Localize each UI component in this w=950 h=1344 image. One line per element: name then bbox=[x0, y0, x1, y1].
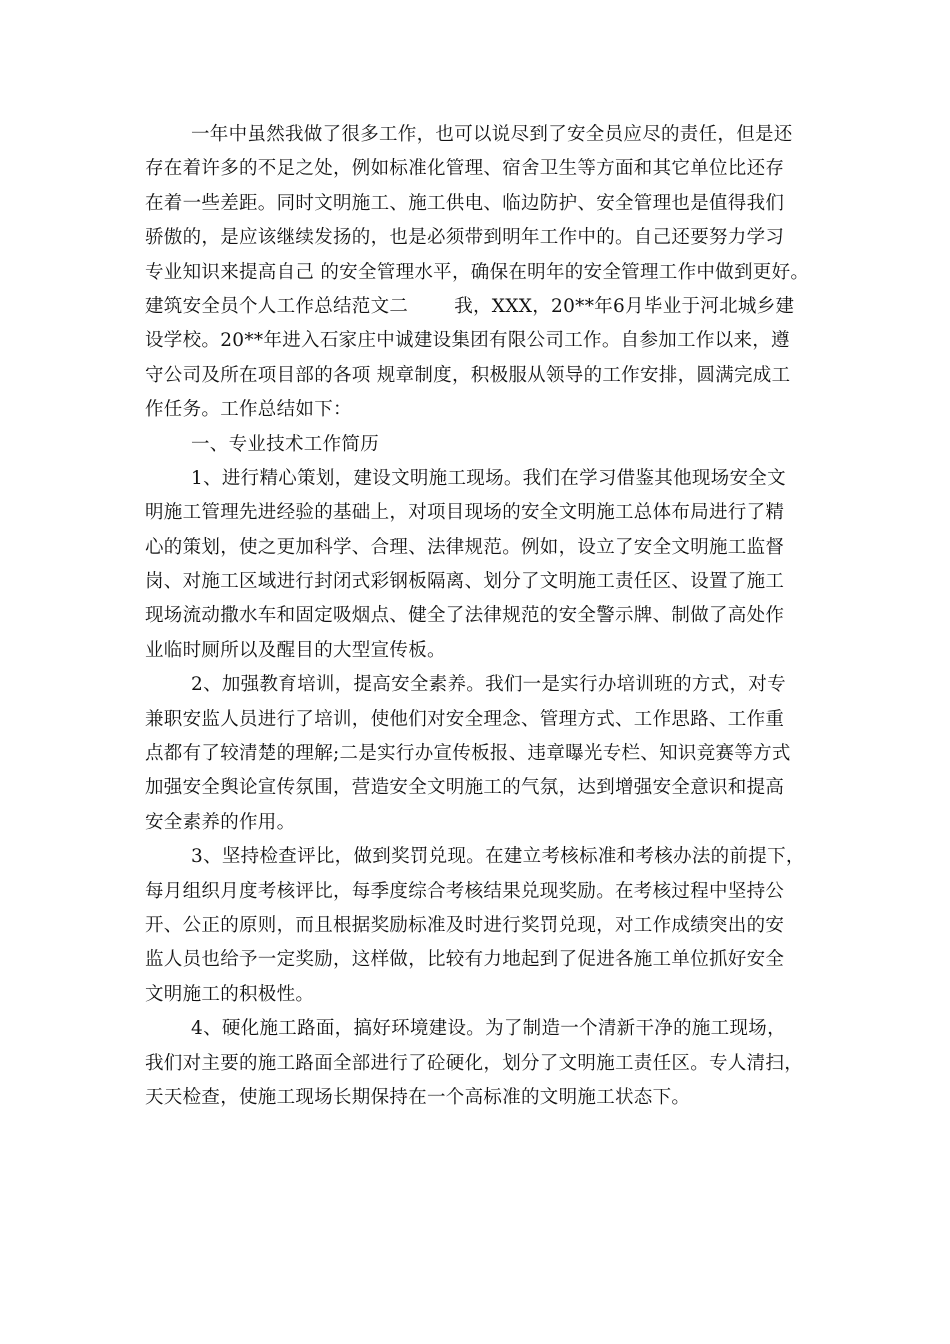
paragraph-line: 4、硬化施工路面，搞好环境建设。为了制造一个清新干净的施工现场， bbox=[191, 1018, 786, 1040]
document-body bbox=[145, 118, 845, 1115]
paragraph-line: 加强安全舆论宣传氛围，营造安全文明施工的气氛，达到增强安全意识和提高 bbox=[145, 777, 785, 799]
paragraph-line: 骄傲的，是应该继续发扬的，也是必须带到明年工作中的。自己还要努力学习 bbox=[145, 227, 785, 249]
document-title-line bbox=[145, 290, 845, 324]
paragraph-line: 设学校。20**年进入石家庄中诚建设集团有限公司工作。自参加工作以来，遵 bbox=[145, 330, 790, 352]
paragraph-line: 业临时厕所以及醒目的大型宣传板。 bbox=[145, 639, 446, 661]
paragraph-line: 岗、对施工区域进行封闭式彩钢板隔离、划分了文明施工责任区、设置了施工 bbox=[145, 571, 785, 593]
paragraph-line: 开、公正的原则，而且根据奖励标准及时进行奖罚兑现，对工作成绩突出的安 bbox=[145, 914, 785, 936]
paragraph-line: 安全素养的作用。 bbox=[145, 811, 296, 833]
paragraph-line: 现场流动撒水车和固定吸烟点、健全了法律规范的安全警示牌、制做了高处作 bbox=[145, 605, 785, 627]
paragraph-line: 2、加强教育培训，提高安全素养。我们一是实行办培训班的方式，对专 bbox=[191, 674, 786, 696]
paragraph-line: 监人员也给予一定奖励，这样做，比较有力地起到了促进各施工单位抓好安全 bbox=[145, 949, 785, 971]
paragraph-line: 每月组织月度考核评比，每季度综合考核结果兑现奖励。在考核过程中坚持公 bbox=[145, 880, 785, 902]
paragraph-line: 明施工管理先进经验的基础上，对项目现场的安全文明施工总体布局进行了精 bbox=[145, 502, 785, 524]
paragraph-line: 在着一些差距。同时文明施工、施工供电、临边防护、安全管理也是值得我们 bbox=[145, 192, 785, 214]
paragraph-line: 专业知识来提高自己 的安全管理水平，确保在明年的安全管理工作中做到更好。 bbox=[145, 261, 810, 283]
document-title: 建筑安全员个人工作总结范文二 bbox=[145, 295, 409, 317]
paragraph-line: 存在着许多的不足之处，例如标准化管理、宿舍卫生等方面和其它单位比还存 bbox=[145, 158, 785, 180]
paragraph-line: 天天检查，使施工现场长期保持在一个高标准的文明施工状态下。 bbox=[145, 1086, 691, 1108]
paragraph-text: 我，XXX，20**年6月毕业于河北城乡建 bbox=[454, 295, 795, 317]
paragraph-line: 心的策划，使之更加科学、合理、法律规范。例如，设立了安全文明施工监督 bbox=[145, 536, 785, 558]
paragraph-line: 3、坚持检查评比，做到奖罚兑现。在建立考核标准和考核办法的前提下， bbox=[191, 846, 805, 868]
paragraph-line: 1、进行精心策划，建设文明施工现场。我们在学习借鉴其他现场安全文 bbox=[191, 467, 786, 489]
paragraph-line: 我们对主要的施工路面全部进行了砼硬化，划分了文明施工责任区。专人清扫， bbox=[145, 1052, 804, 1074]
paragraph-line: 兼职安监人员进行了培训，使他们对安全理念、管理方式、工作思路、工作重 bbox=[145, 708, 785, 730]
paragraph-line: 守公司及所在项目部的各项 规章制度，积极服从领导的工作安排，圆满完成工 bbox=[145, 364, 791, 386]
section-heading: 一、专业技术工作简历 bbox=[191, 433, 380, 455]
paragraph-line: 一年中虽然我做了很多工作，也可以说尽到了安全员应尽的责任，但是还 bbox=[191, 124, 793, 145]
paragraph-line: 文明施工的积极性。 bbox=[145, 983, 315, 1005]
paragraph-line: 点都有了较清楚的理解;二是实行办宣传板报、违章曝光专栏、知识竞赛等方式 bbox=[145, 743, 791, 765]
paragraph-line: 作任务。工作总结如下： bbox=[145, 399, 352, 421]
